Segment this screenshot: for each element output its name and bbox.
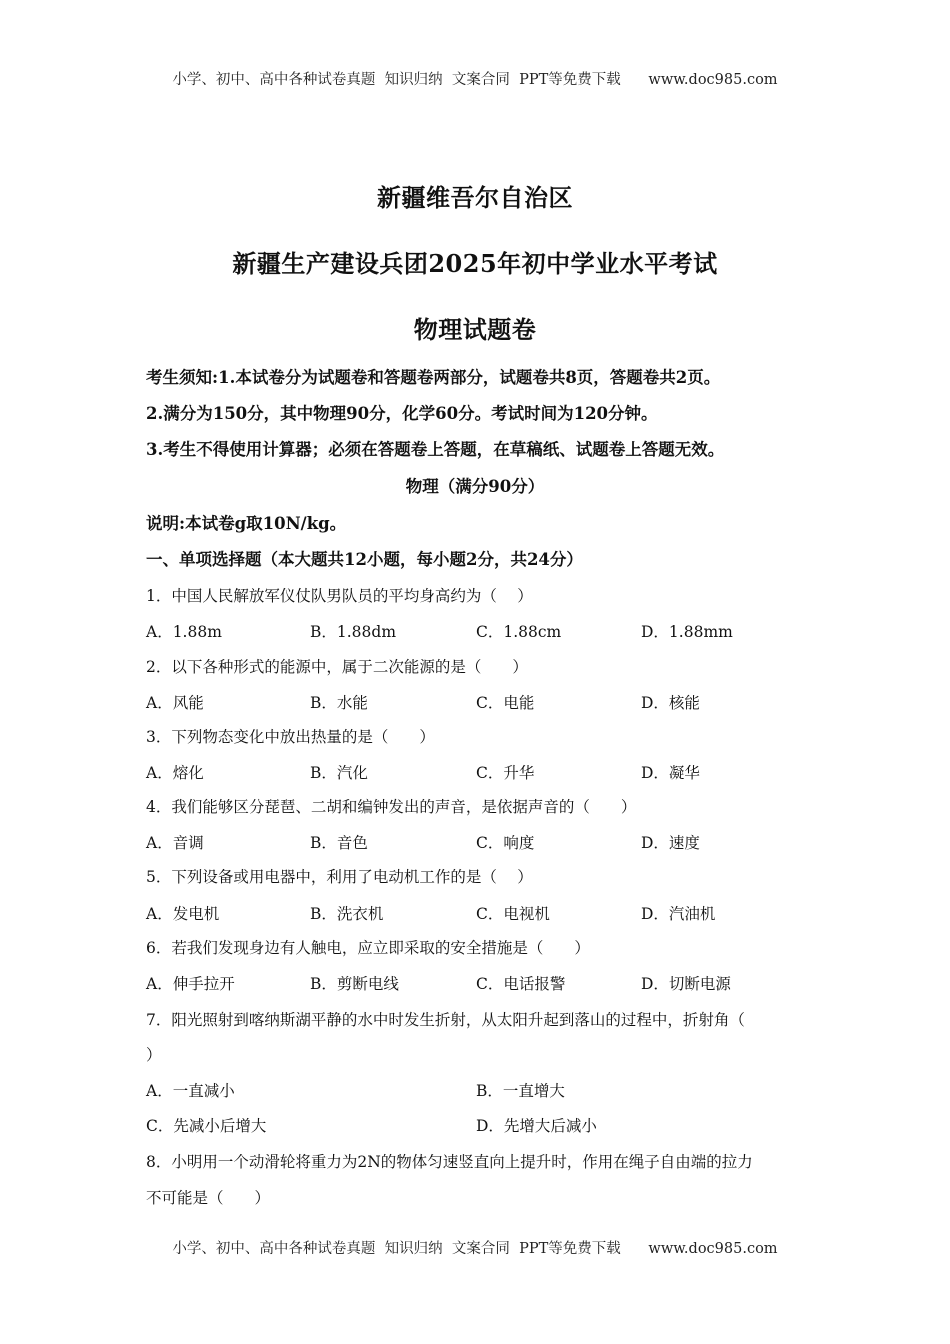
question-7-continued: ） [146, 1046, 162, 1064]
section-heading: 一、单项选择题（本大题共12小题，每小题2分，共24分） [146, 550, 583, 569]
q4-option-c: C．响度 [476, 834, 535, 852]
subject-heading: 物理（满分90分） [405, 477, 545, 496]
q4-option-b: B．音色 [310, 834, 368, 852]
q5-option-c: C．电视机 [476, 905, 550, 923]
title-exam: 新疆生产建设兵团2025年初中学业水平考试 [232, 249, 718, 278]
q6-option-c: C．电话报警 [476, 975, 566, 993]
q7-option-b: B．一直增大 [476, 1082, 565, 1100]
q5-option-d: D．汽油机 [641, 905, 716, 923]
q7-option-c: C．先减小后增大 [146, 1117, 267, 1135]
q2-option-c: C．电能 [476, 694, 535, 712]
question-7: 7．阳光照射到喀纳斯湖平静的水中时发生折射，从太阳升起到落山的过程中，折射角（ [146, 1011, 745, 1029]
q5-option-a: A．发电机 [146, 905, 220, 923]
q2-option-b: B．水能 [310, 694, 368, 712]
notice-line-1: 考生须知:1.本试卷分为试题卷和答题卷两部分，试题卷共8页，答题卷共2页。 [146, 368, 721, 387]
q5-option-b: B．洗衣机 [310, 905, 384, 923]
q7-option-d: D．先增大后减小 [476, 1117, 597, 1135]
q6-option-b: B．剪断电线 [310, 975, 399, 993]
q3-option-d: D．凝华 [641, 764, 700, 782]
question-8: 8．小明用一个动滑轮将重力为2N的物体匀速竖直向上提升时，作用在绳子自由端的拉力 [146, 1153, 753, 1171]
question-3: 3．下列物态变化中放出热量的是（ ） [146, 728, 435, 746]
question-2: 2．以下各种形式的能源中，属于二次能源的是（ ） [146, 658, 528, 676]
question-6: 6．若我们发现身边有人触电，应立即采取的安全措施是（ ） [146, 939, 590, 957]
q2-option-a: A．风能 [146, 694, 204, 712]
question-4: 4．我们能够区分琵琶、二胡和编钟发出的声音，是依据声音的（ ） [146, 798, 637, 816]
q3-option-c: C．升华 [476, 764, 535, 782]
q7-option-a: A．一直减小 [146, 1082, 235, 1100]
explain-note: 说明:本试卷g取10N/kg。 [146, 514, 347, 533]
question-1: 1．中国人民解放军仪仗队男队员的平均身高约为（ ） [146, 587, 533, 605]
notice-line-2: 2.满分为150分，其中物理90分，化学60分。考试时间为120分钟。 [146, 404, 658, 423]
q1-option-c: C．1.88cm [476, 623, 562, 641]
question-8-continued: 不可能是（ ） [146, 1189, 271, 1207]
title-region: 新疆维吾尔自治区 [377, 183, 573, 212]
q1-option-b: B．1.88dm [310, 623, 397, 641]
q1-option-d: D．1.88mm [641, 623, 733, 641]
q3-option-b: B．汽化 [310, 764, 368, 782]
question-5: 5．下列设备或用电器中，利用了电动机工作的是（ ） [146, 868, 533, 886]
notice-line-3: 3.考生不得使用计算器；必须在答题卷上答题，在草稿纸、试题卷上答题无效。 [146, 440, 725, 459]
q1-option-a: A．1.88m [146, 623, 222, 641]
q4-option-d: D．速度 [641, 834, 700, 852]
page-header: 小学、初中、高中各种试卷真题 知识归纳 文案合同 PPT等免费下载 www.doc985.com [172, 72, 778, 88]
q4-option-a: A．音调 [146, 834, 204, 852]
page-footer: 小学、初中、高中各种试卷真题 知识归纳 文案合同 PPT等免费下载 www.doc985.com [172, 1241, 778, 1257]
title-paper: 物理试题卷 [413, 315, 537, 344]
q3-option-a: A．熔化 [146, 764, 204, 782]
q6-option-d: D．切断电源 [641, 975, 731, 993]
q6-option-a: A．伸手拉开 [146, 975, 235, 993]
q2-option-d: D．核能 [641, 694, 700, 712]
